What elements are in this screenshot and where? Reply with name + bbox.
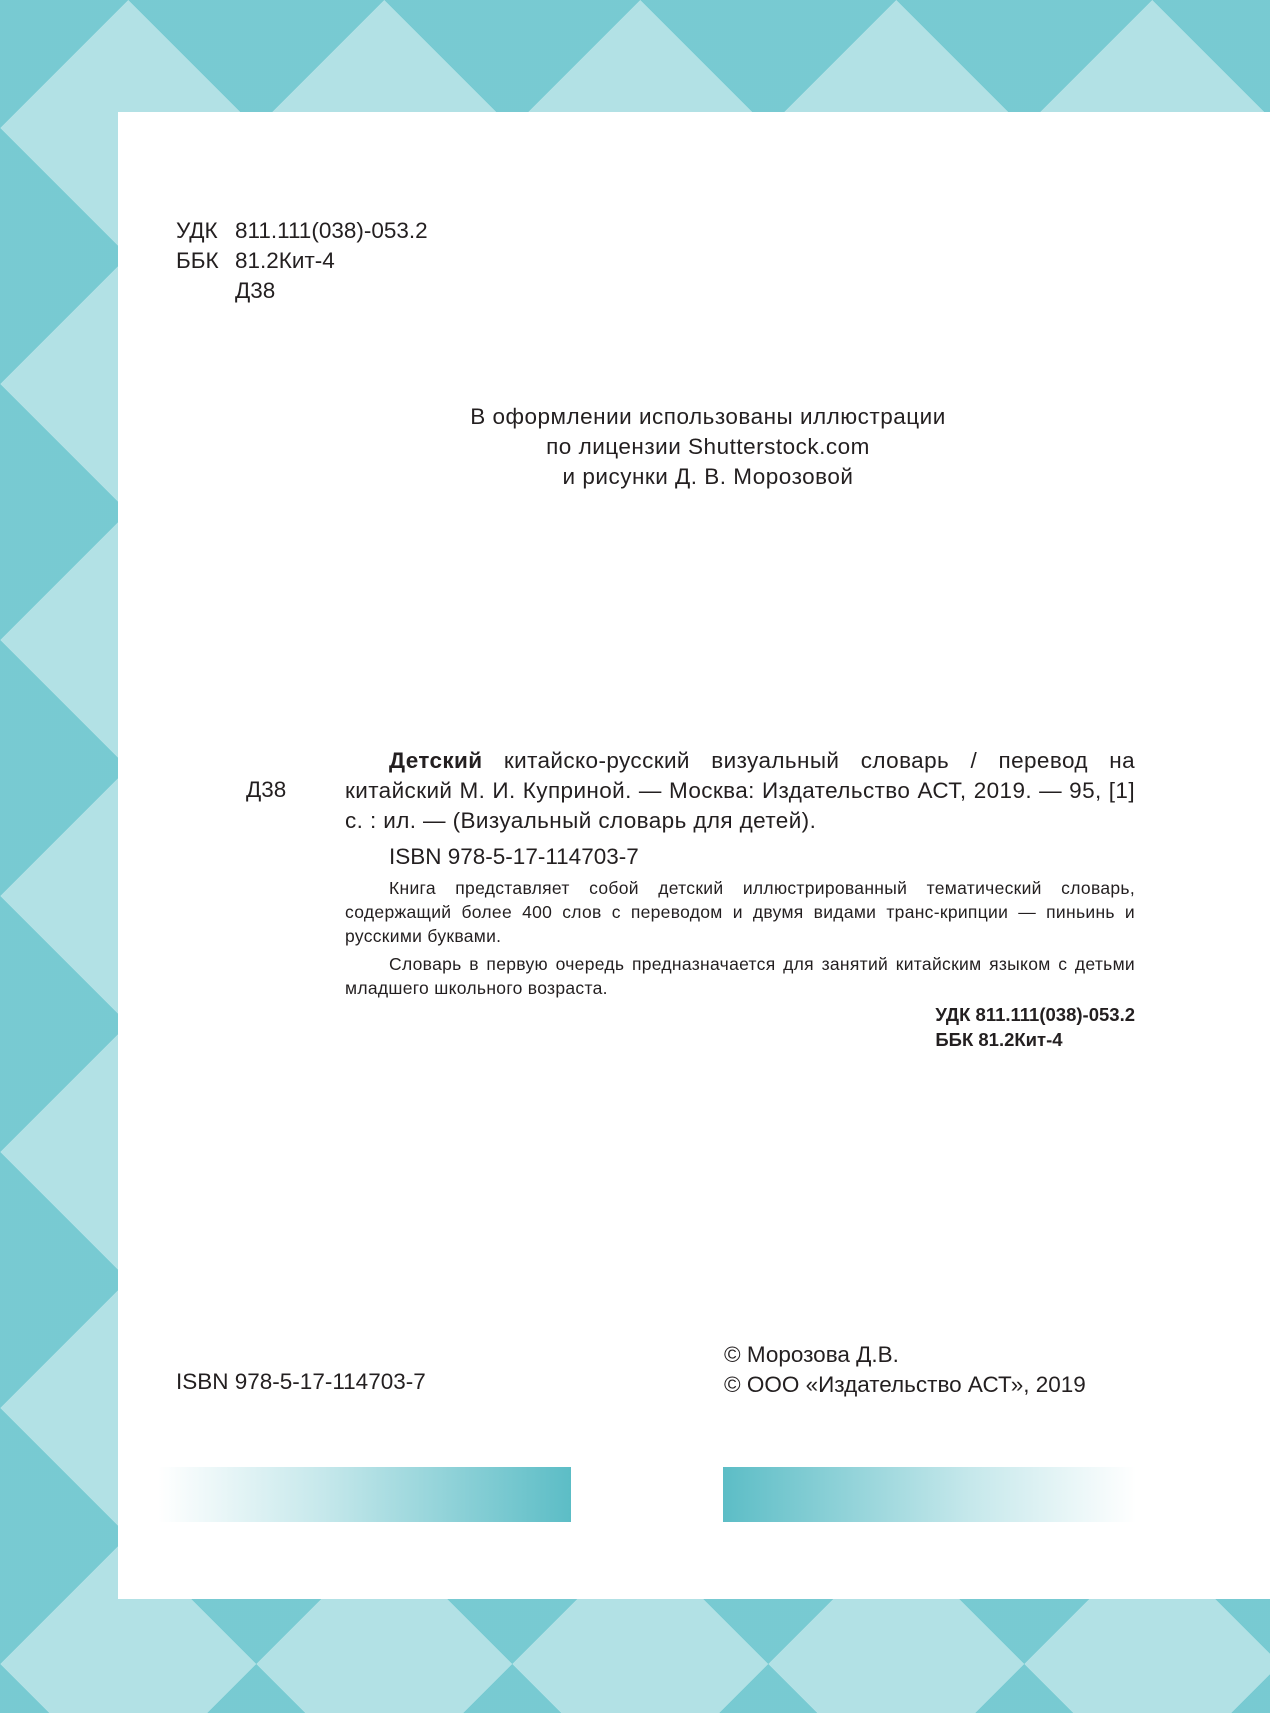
bibliographic-description: [345, 746, 1135, 836]
bibliography-bbk: ББК 81.2Кит-4: [935, 1029, 1063, 1050]
description-text: китайско-русский визуальный словарь / перевод на китайский М. И. Куприной. — Москва: Издательство АСТ, 2019. — 95, [1] с. : ил. — (Визуальный словарь для детей).: [345, 748, 1135, 833]
bbk-value: 81.2Кит-4: [235, 248, 335, 273]
imprint-page: [118, 112, 1270, 1599]
udk-label: УДК: [176, 218, 218, 243]
bibliography-author-mark: Д38: [246, 777, 287, 802]
credits-line-3: и рисунки Д. В. Морозовой: [562, 464, 854, 489]
credits-line-2: по лицензии Shutterstock.com: [546, 434, 870, 459]
classification-codes: [176, 216, 428, 306]
credits-line-1: В оформлении использованы иллюстрации: [470, 404, 946, 429]
bibliography-isbn: ISBN 978-5-17-114703-7: [389, 844, 639, 869]
copyright-block: [724, 1340, 1086, 1400]
decorative-bar-right: [723, 1467, 1136, 1522]
udk-value: 811.111(038)-053.2: [235, 218, 428, 243]
illustration-credits: [368, 402, 1048, 492]
bbk-label: ББК: [176, 248, 219, 273]
annotation-paragraph-1: Книга представляет собой детский иллюстрированный тематический словарь, содержащий более 400 слов с переводом и двумя видами транс-крипции — пиньинь и русскими буквами.: [345, 878, 1135, 946]
bibliography-codes: [345, 1002, 1135, 1052]
annotation-paragraph-2: Словарь в первую очередь предназначается для занятий китайским языком с детьми младшего школьного возраста.: [345, 954, 1135, 998]
bibliography-udk: УДК 811.111(038)-053.2: [935, 1004, 1135, 1025]
copyright-publisher: © ООО «Издательство АСТ», 2019: [724, 1372, 1086, 1397]
book-title: Детский: [389, 748, 483, 773]
bbk-row: [176, 246, 428, 276]
udk-row: [176, 216, 428, 246]
footer-isbn: ISBN 978-5-17-114703-7: [176, 1369, 426, 1394]
copyright-author: © Морозова Д.В.: [724, 1342, 899, 1367]
author-mark: Д38: [235, 278, 276, 303]
decorative-bar-left: [158, 1467, 571, 1522]
bibliographic-record: [345, 746, 1135, 1052]
